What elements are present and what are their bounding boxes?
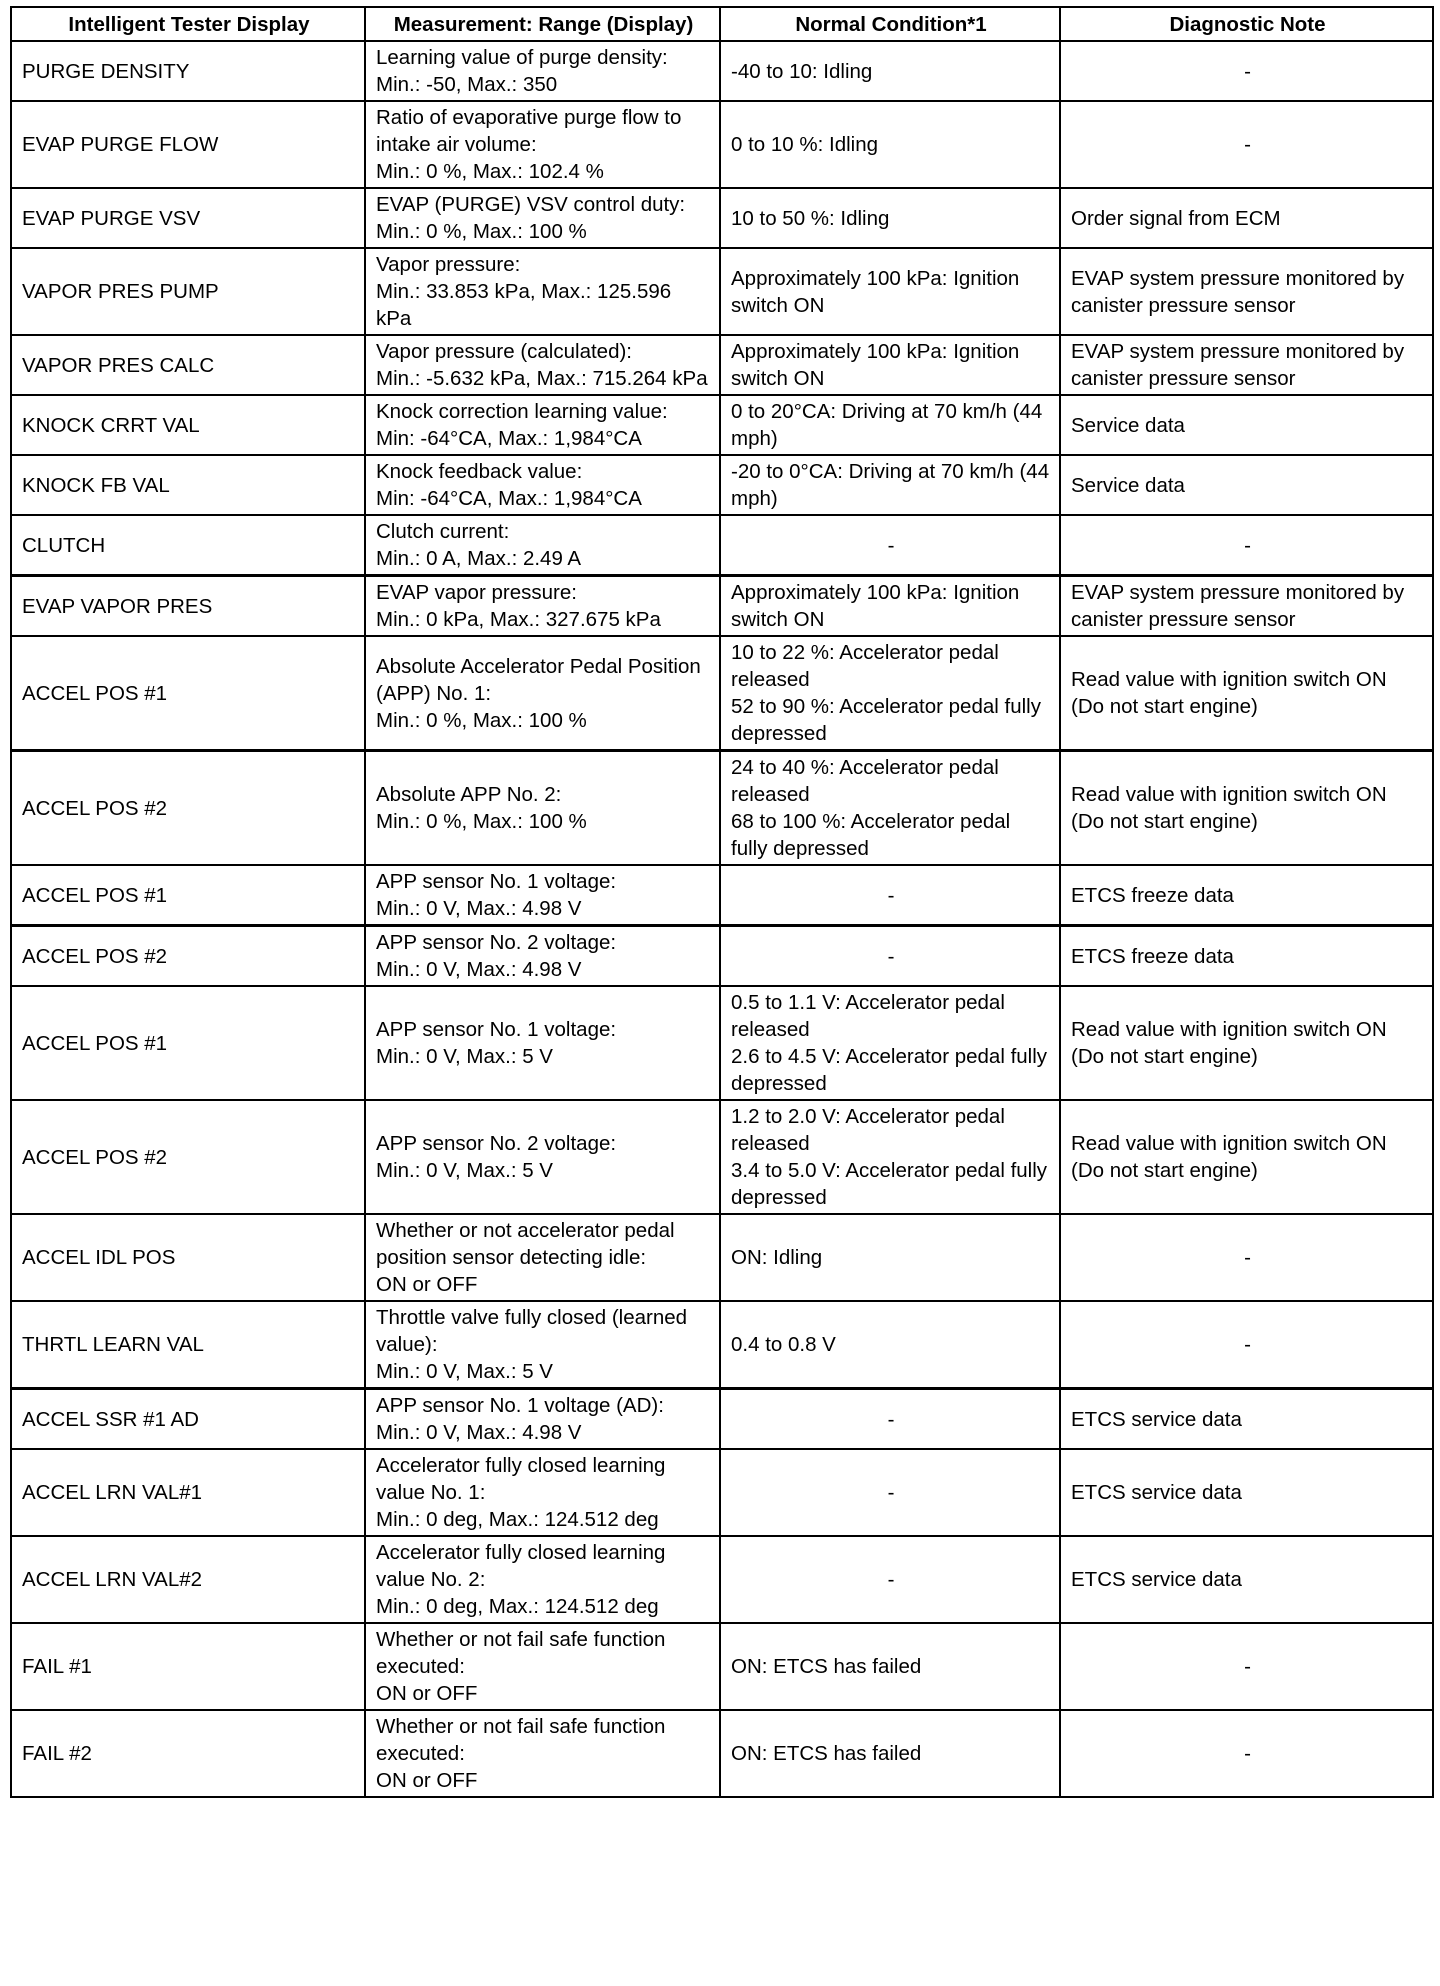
diagnostic-note-cell: ETCS service data <box>1060 1536 1433 1623</box>
normal-condition-cell: 10 to 50 %: Idling <box>720 188 1060 248</box>
diagnostic-note-cell: Read value with ignition switch ON (Do not start engine) <box>1060 986 1433 1100</box>
measurement-range-cell: Absolute Accelerator Pedal Position (APP) No. 1: Min.: 0 %, Max.: 100 % <box>365 636 720 751</box>
diagnostic-note-cell: Read value with ignition switch ON (Do not start engine) <box>1060 636 1433 751</box>
table-row <box>11 1389 1433 1450</box>
tester-display-cell: FAIL #1 <box>11 1623 365 1710</box>
table-row <box>11 1536 1433 1623</box>
measurement-range-cell: APP sensor No. 2 voltage: Min.: 0 V, Max.: 5 V <box>365 1100 720 1214</box>
measurement-range-cell: APP sensor No. 1 voltage: Min.: 0 V, Max.: 5 V <box>365 986 720 1100</box>
tester-display-cell: CLUTCH <box>11 515 365 576</box>
normal-condition-cell: - <box>720 865 1060 926</box>
measurement-range-cell: APP sensor No. 1 voltage: Min.: 0 V, Max.: 4.98 V <box>365 865 720 926</box>
diagnostic-note-cell: Order signal from ECM <box>1060 188 1433 248</box>
table-row <box>11 636 1433 751</box>
table-row <box>11 1214 1433 1301</box>
tester-display-cell: ACCEL IDL POS <box>11 1214 365 1301</box>
measurement-range-cell: Whether or not fail safe function executed: ON or OFF <box>365 1623 720 1710</box>
diagnostic-note-cell: - <box>1060 1214 1433 1301</box>
data-list-table <box>10 6 1434 1798</box>
diagnostic-note-cell: - <box>1060 515 1433 576</box>
table-row <box>11 248 1433 335</box>
measurement-range-cell: Clutch current: Min.: 0 A, Max.: 2.49 A <box>365 515 720 576</box>
table-row <box>11 188 1433 248</box>
tester-display-cell: ACCEL POS #1 <box>11 986 365 1100</box>
measurement-range-cell: APP sensor No. 1 voltage (AD): Min.: 0 V, Max.: 4.98 V <box>365 1389 720 1450</box>
normal-condition-cell: 24 to 40 %: Accelerator pedal released 68 to 100 %: Accelerator pedal fully depressed <box>720 751 1060 866</box>
normal-condition-cell: ON: Idling <box>720 1214 1060 1301</box>
tester-display-cell: KNOCK CRRT VAL <box>11 395 365 455</box>
tester-display-cell: EVAP PURGE FLOW <box>11 101 365 188</box>
normal-condition-cell: 0 to 20°CA: Driving at 70 km/h (44 mph) <box>720 395 1060 455</box>
measurement-range-cell: Ratio of evaporative purge flow to intake air volume: Min.: 0 %, Max.: 102.4 % <box>365 101 720 188</box>
tester-display-cell: ACCEL LRN VAL#1 <box>11 1449 365 1536</box>
measurement-range-cell: Knock feedback value: Min: -64°CA, Max.: 1,984°CA <box>365 455 720 515</box>
table-row <box>11 926 1433 987</box>
diagnostic-note-cell: - <box>1060 101 1433 188</box>
tester-display-cell: ACCEL SSR #1 AD <box>11 1389 365 1450</box>
table-row <box>11 576 1433 637</box>
measurement-range-cell: EVAP vapor pressure: Min.: 0 kPa, Max.: 327.675 kPa <box>365 576 720 637</box>
header-measurement-range: Measurement: Range (Display) <box>365 7 720 41</box>
header-tester-display: Intelligent Tester Display <box>11 7 365 41</box>
tester-display-cell: VAPOR PRES PUMP <box>11 248 365 335</box>
normal-condition-cell: 0 to 10 %: Idling <box>720 101 1060 188</box>
tester-display-cell: KNOCK FB VAL <box>11 455 365 515</box>
tester-display-cell: EVAP VAPOR PRES <box>11 576 365 637</box>
diagnostic-note-cell: - <box>1060 41 1433 101</box>
tester-display-cell: ACCEL POS #2 <box>11 751 365 866</box>
diagnostic-note-cell: Service data <box>1060 455 1433 515</box>
normal-condition-cell: 0.5 to 1.1 V: Accelerator pedal released 2.6 to 4.5 V: Accelerator pedal fully depressed <box>720 986 1060 1100</box>
tester-display-cell: ACCEL POS #2 <box>11 1100 365 1214</box>
normal-condition-cell: ON: ETCS has failed <box>720 1710 1060 1797</box>
normal-condition-cell: - <box>720 1536 1060 1623</box>
diagnostic-note-cell: Read value with ignition switch ON (Do not start engine) <box>1060 1100 1433 1214</box>
table-row <box>11 1710 1433 1797</box>
measurement-range-cell: Throttle valve fully closed (learned value): Min.: 0 V, Max.: 5 V <box>365 1301 720 1389</box>
table-row <box>11 395 1433 455</box>
diagnostic-note-cell: ETCS freeze data <box>1060 865 1433 926</box>
table-row <box>11 41 1433 101</box>
normal-condition-cell: Approximately 100 kPa: Ignition switch ON <box>720 335 1060 395</box>
tester-display-cell: ACCEL LRN VAL#2 <box>11 1536 365 1623</box>
diagnostic-note-cell: EVAP system pressure monitored by canister pressure sensor <box>1060 335 1433 395</box>
tester-display-cell: VAPOR PRES CALC <box>11 335 365 395</box>
normal-condition-cell: 1.2 to 2.0 V: Accelerator pedal released 3.4 to 5.0 V: Accelerator pedal fully depressed <box>720 1100 1060 1214</box>
table-row <box>11 1449 1433 1536</box>
data-list-sheet <box>10 6 1432 1798</box>
measurement-range-cell: Whether or not fail safe function executed: ON or OFF <box>365 1710 720 1797</box>
measurement-range-cell: Knock correction learning value: Min: -64°CA, Max.: 1,984°CA <box>365 395 720 455</box>
measurement-range-cell: APP sensor No. 2 voltage: Min.: 0 V, Max.: 4.98 V <box>365 926 720 987</box>
diagnostic-note-cell: Read value with ignition switch ON (Do not start engine) <box>1060 751 1433 866</box>
table-row <box>11 515 1433 576</box>
diagnostic-note-cell: Service data <box>1060 395 1433 455</box>
table-row <box>11 101 1433 188</box>
measurement-range-cell: Vapor pressure: Min.: 33.853 kPa, Max.: 125.596 kPa <box>365 248 720 335</box>
diagnostic-note-cell: EVAP system pressure monitored by canister pressure sensor <box>1060 576 1433 637</box>
header-diagnostic-note: Diagnostic Note <box>1060 7 1433 41</box>
diagnostic-note-cell: - <box>1060 1710 1433 1797</box>
diagnostic-note-cell: ETCS freeze data <box>1060 926 1433 987</box>
table-row <box>11 1623 1433 1710</box>
normal-condition-cell: - <box>720 1389 1060 1450</box>
normal-condition-cell: Approximately 100 kPa: Ignition switch ON <box>720 248 1060 335</box>
tester-display-cell: ACCEL POS #1 <box>11 636 365 751</box>
diagnostic-note-cell: EVAP system pressure monitored by canister pressure sensor <box>1060 248 1433 335</box>
diagnostic-note-cell: - <box>1060 1301 1433 1389</box>
tester-display-cell: PURGE DENSITY <box>11 41 365 101</box>
table-row <box>11 751 1433 866</box>
normal-condition-cell: - <box>720 515 1060 576</box>
tester-display-cell: ACCEL POS #1 <box>11 865 365 926</box>
table-row <box>11 455 1433 515</box>
normal-condition-cell: 0.4 to 0.8 V <box>720 1301 1060 1389</box>
normal-condition-cell: - <box>720 926 1060 987</box>
normal-condition-cell: -40 to 10: Idling <box>720 41 1060 101</box>
measurement-range-cell: Vapor pressure (calculated): Min.: -5.632 kPa, Max.: 715.264 kPa <box>365 335 720 395</box>
normal-condition-cell: -20 to 0°CA: Driving at 70 km/h (44 mph) <box>720 455 1060 515</box>
normal-condition-cell: 10 to 22 %: Accelerator pedal released 52 to 90 %: Accelerator pedal fully depressed <box>720 636 1060 751</box>
header-normal-condition: Normal Condition*1 <box>720 7 1060 41</box>
tester-display-cell: FAIL #2 <box>11 1710 365 1797</box>
measurement-range-cell: EVAP (PURGE) VSV control duty: Min.: 0 %, Max.: 100 % <box>365 188 720 248</box>
diagnostic-note-cell: ETCS service data <box>1060 1389 1433 1450</box>
table-row <box>11 335 1433 395</box>
table-row <box>11 865 1433 926</box>
diagnostic-note-cell: - <box>1060 1623 1433 1710</box>
measurement-range-cell: Whether or not accelerator pedal position sensor detecting idle: ON or OFF <box>365 1214 720 1301</box>
measurement-range-cell: Absolute APP No. 2: Min.: 0 %, Max.: 100 % <box>365 751 720 866</box>
measurement-range-cell: Accelerator fully closed learning value No. 1: Min.: 0 deg, Max.: 124.512 deg <box>365 1449 720 1536</box>
measurement-range-cell: Accelerator fully closed learning value No. 2: Min.: 0 deg, Max.: 124.512 deg <box>365 1536 720 1623</box>
normal-condition-cell: Approximately 100 kPa: Ignition switch ON <box>720 576 1060 637</box>
measurement-range-cell: Learning value of purge density: Min.: -50, Max.: 350 <box>365 41 720 101</box>
tester-display-cell: THRTL LEARN VAL <box>11 1301 365 1389</box>
diagnostic-note-cell: ETCS service data <box>1060 1449 1433 1536</box>
table-row <box>11 1301 1433 1389</box>
table-header-row <box>11 7 1433 41</box>
table-row <box>11 1100 1433 1214</box>
normal-condition-cell: ON: ETCS has failed <box>720 1623 1060 1710</box>
tester-display-cell: ACCEL POS #2 <box>11 926 365 987</box>
normal-condition-cell: - <box>720 1449 1060 1536</box>
tester-display-cell: EVAP PURGE VSV <box>11 188 365 248</box>
table-row <box>11 986 1433 1100</box>
